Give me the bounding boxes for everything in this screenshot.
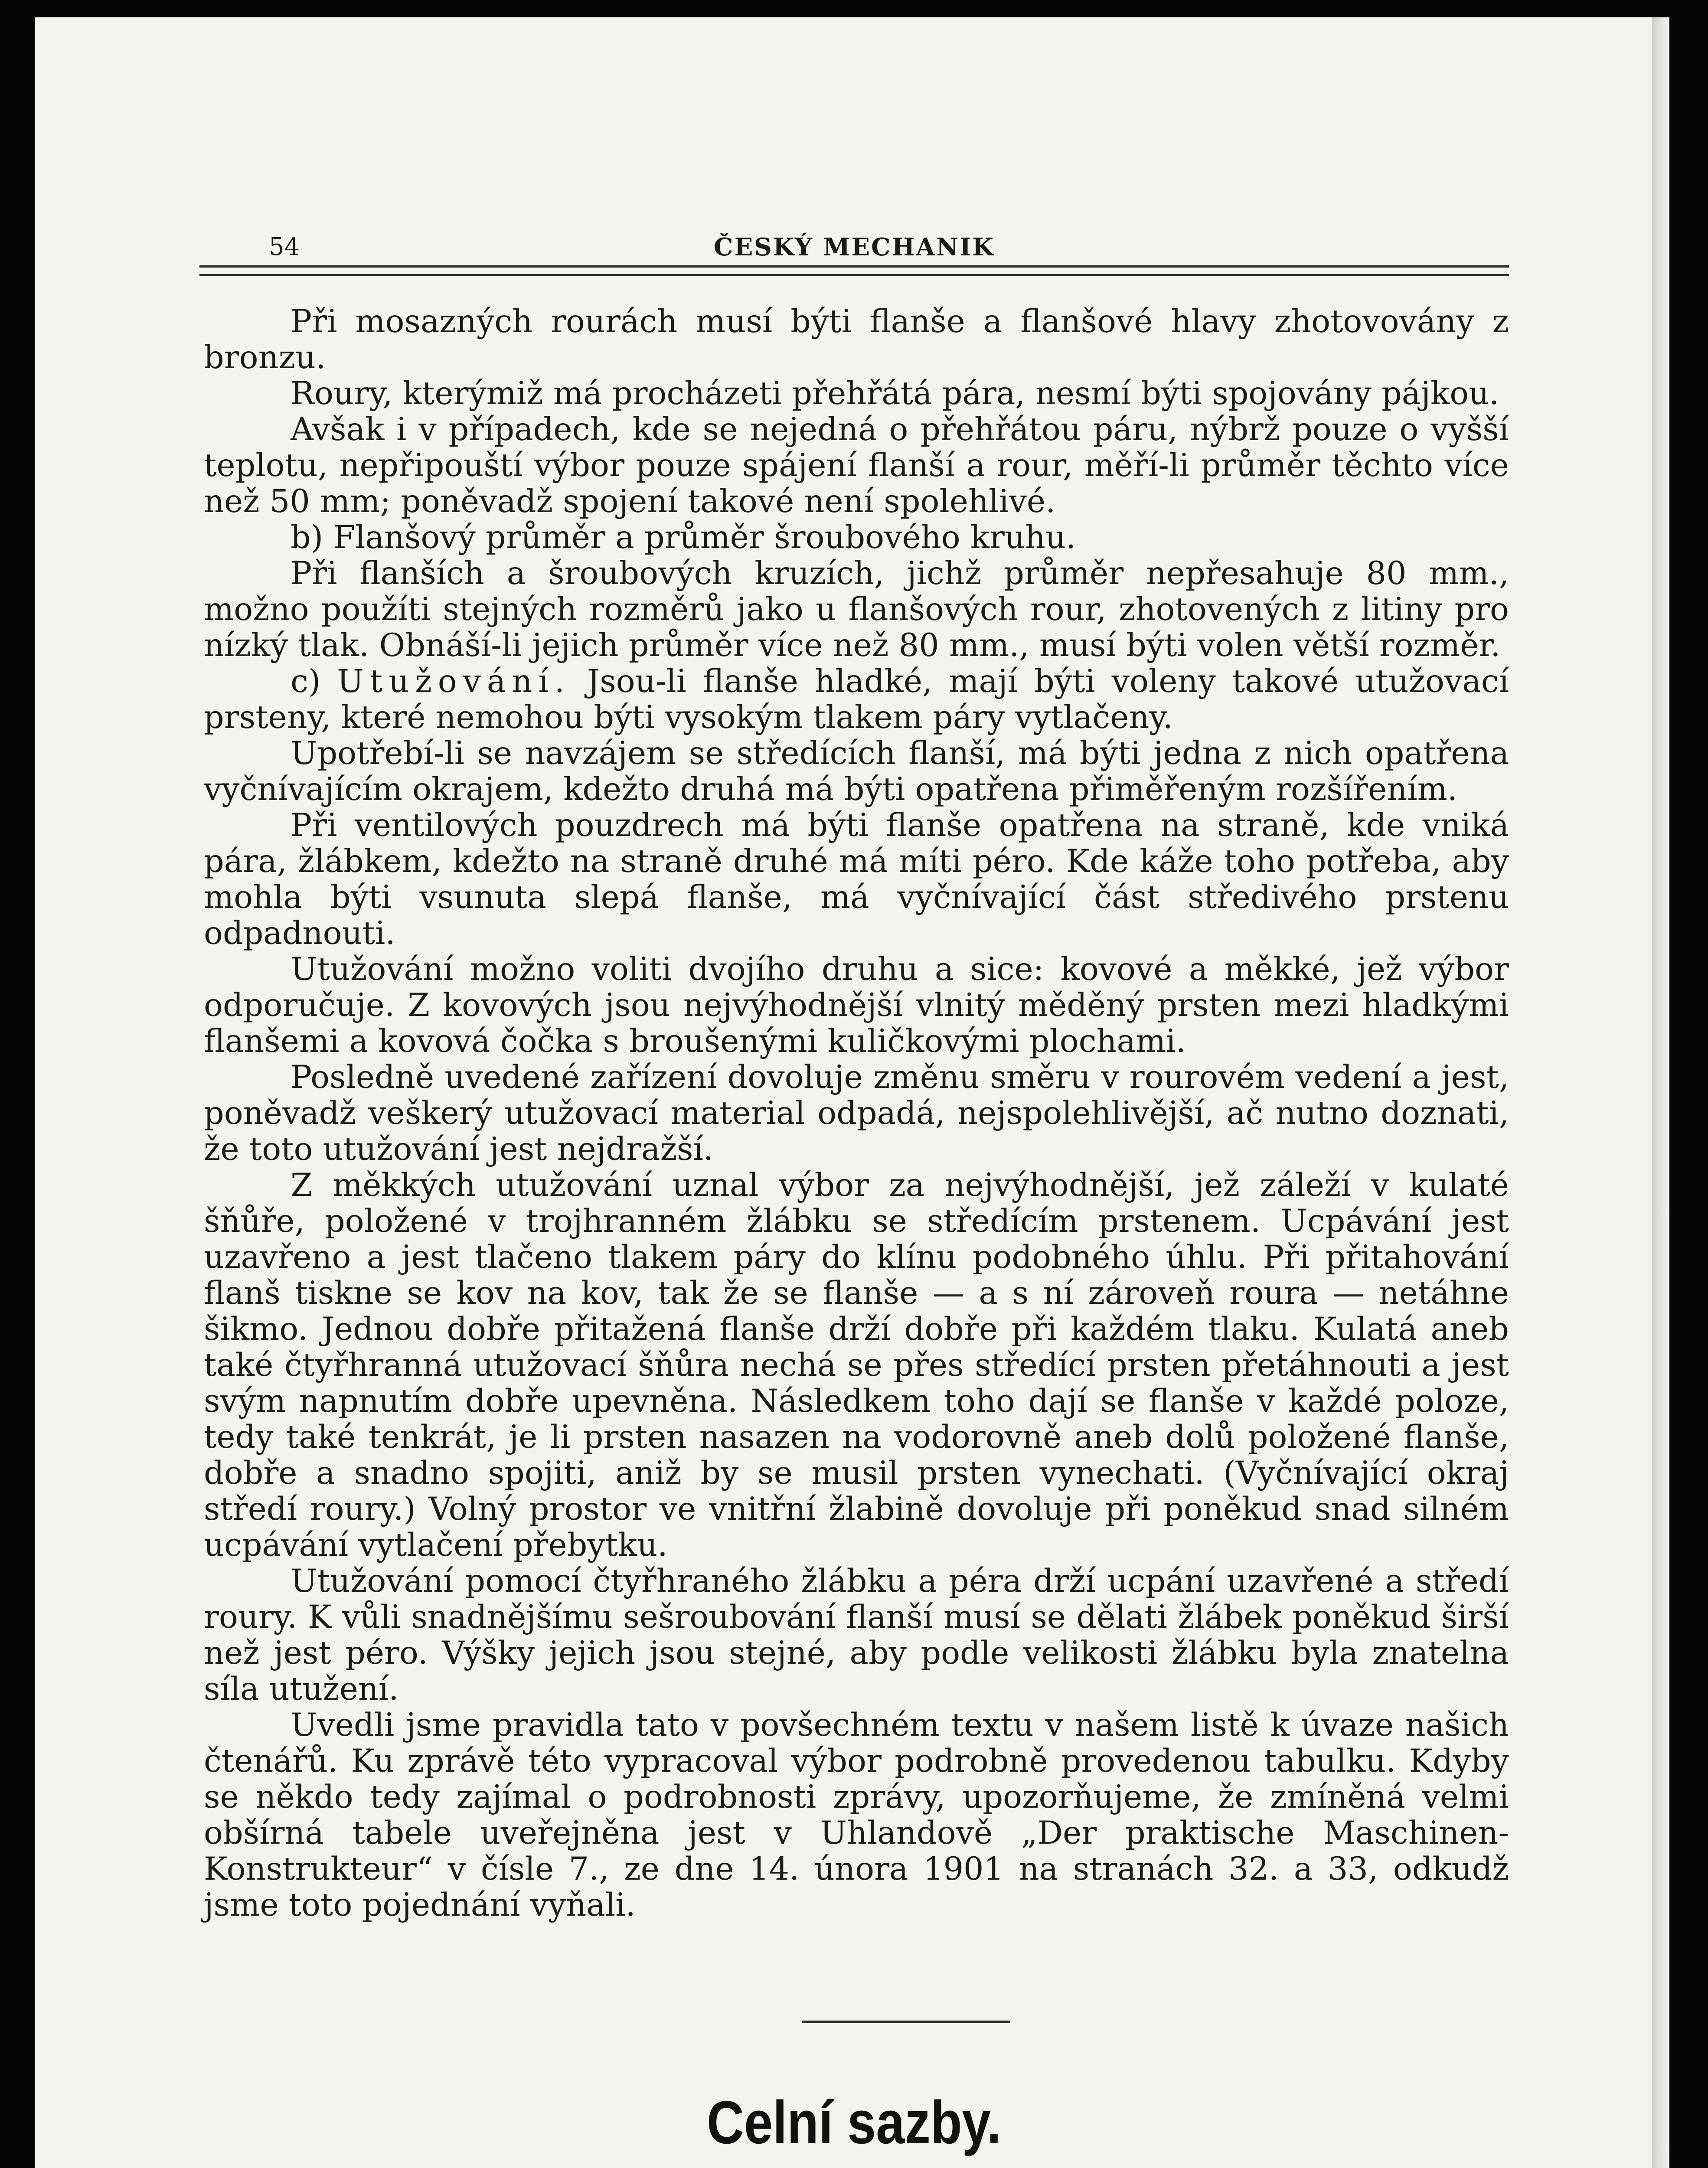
header-rule-bottom [199,274,1509,276]
paragraph: Uvedli jsme pravidla tato v povšechném textu v našem listě k úvaze našich čtenářů. Ku zprávě této vypracoval výbor podrobně provedenou tabulku. Kdyby se někdo tedy zajímal o podrobnosti zprávy, upozorňujeme, že zmíněná velmi obšírná tabele uveřejněna jest v Uhlandově „Der praktische Maschinen-Konstrukteur“ v čísle 7., ze dne 14. února 1901 na stranách 32. a 33, odkudž jsme toto pojednání vyňali. [204,1707,1509,1923]
section-separator [802,2021,1010,2023]
page-edge-shadow [1652,17,1669,2168]
scan-border-left [0,0,35,2168]
paragraph-utuzovani [204,663,1509,735]
paragraph: Utužování možno voliti dvojího druhu a sice: kovové a měkké, jež výbor odporučuje. Z kovových jsou nejvýhodnější vlnitý měděný prsten mezi hladkými flanšemi a kovová čočka s broušenými kuličkovými plochami. [204,951,1509,1060]
scan-border-top [0,0,1708,17]
paragraph: Posledně uvedené zařízení dovoluje změnu směru v rourovém vedení a jest, poněvadž veškerý utužovací material odpadá, nejspolehlivější, ač nutno doznati, že toto utužování jest nejdražší. [204,1059,1509,1168]
utuzovani-prefix: c) [291,663,337,700]
paragraph: Upotřebí-li se navzájem se středících flanší, má býti jedna z nich opatřena vyčnívajícím okrajem, kdežto druhá má býti opatřena přiměřeným rozšířením. [204,735,1509,808]
header-rule-top [199,265,1509,268]
paragraph: Z měkkých utužování uznal výbor za nejvýhodnější, jež záleží v kulaté šňůře, položené v trojhranném žlábku se středícím prstenem. Ucpávání jest uzavřeno a jest tlačeno tlakem páry do klínu podobného úhlu. Při přitahování flanš tiskne se kov na kov, tak že se flanše — a s ní zároveň roura — netáhne šikmo. Jednou dobře přitažená flanše drží dobře při každém tlaku. Kulatá aneb také čtyřhranná utužovací šňůra nechá se přes středící prsten přetáhnouti a jest svým napnutím dobře upevněna. Následkem toho dají se flanše v každé poloze, tedy také tenkrát, je li prsten nasazen na vodorovně aneb dolů položené flanše, dobře a snadno spojiti, aniž by se musil prsten vynechati. (Vyčnívající okraj středí roury.) Volný prostor ve vnitřní žlabině dovoluje při poněkud snad silném ucpávání vytlačení přebytku. [204,1167,1509,1564]
subheading-flange-diameter: b) Flanšový průměr a průměr šroubového kruhu. [291,519,1076,556]
scan-border-right [1669,0,1708,2168]
paragraph: Při mosazných rourách musí býti flanše a flanšové hlavy zhotovovány z bronzu. [204,303,1509,376]
section-title: Celní sazby. [707,2088,1001,2156]
running-head [199,230,1509,264]
paragraph: Roury, kterýmiž má procházeti přehřátá pára, nesmí býti spojovány pájkou. [291,375,1499,412]
utuzovani-label: Utužování. [337,663,571,700]
paragraph: Při flanších a šroubových kruzích, jichž průměr nepřesahuje 80 mm., možno použíti stejných rozměrů jako u flanšových rour, zhotovených z litiny pro nízký tlak. Obnáší-li jejich průměr více než 80 mm., musí býti volen větší rozměr. [204,555,1509,664]
paragraph: Utužování pomocí čtyřhraného žlábku a péra drží ucpání uzavřené a středí roury. K vůli snadnějšímu sešroubování flanší musí se dělati žlábek poněkud širší než jest péro. Výšky jejich jsou stejné, aby podle velikosti žlábku byla znatelna síla utužení. [204,1563,1509,1708]
utuzovani-text: Jsou-li flanše hladké, mají býti voleny takové utužovací prsteny, které nemohou býti vysokým tlakem páry vytlačeny. [204,663,1509,736]
paragraph: Při ventilových pouzdrech má býti flanše opatřena na straně, kde vniká pára, žlábkem, kdežto na straně druhé má míti péro. Kde káže toho potřeba, aby mohla býti vsunuta slepá flanše, má vyčnívající část středivého prstenu odpadnouti. [204,807,1509,952]
paragraph: Avšak i v případech, kde se nejedná o přehřátou páru, nýbrž pouze o vyšší teplotu, nepřipouští výbor pouze spájení flanší a rour, měří-li průměr těchto více než 50 mm; poněvadž spojení takové není spolehlivé. [204,411,1509,520]
page-number: 54 [269,233,300,261]
journal-title: ČESKÝ MECHANIK [714,233,995,261]
article-body [204,304,1509,1923]
